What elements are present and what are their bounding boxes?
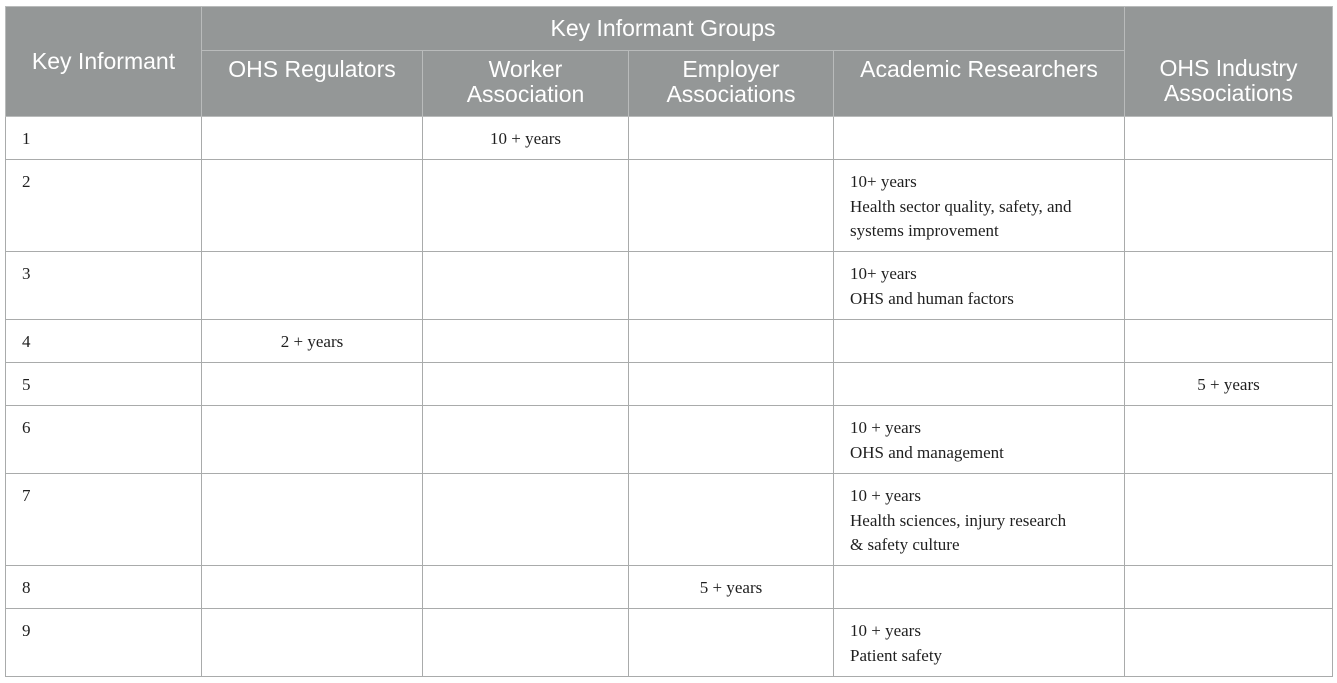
worker-association-cell [423,406,629,474]
key-informant-table [5,6,1333,677]
key-informant-id-cell: 7 [6,474,202,566]
ohs-industry-associations-cell [1125,117,1333,160]
employer-associations-cell [629,406,834,474]
header-line: Academic Researchers [860,56,1098,82]
ohs-industry-associations-cell [1125,474,1333,566]
worker-association-cell [423,363,629,406]
table-header [6,7,1333,117]
academic-researchers-cell [834,320,1125,363]
academic-researchers-cell [834,406,1125,474]
key-informant-id-cell: 2 [6,160,202,252]
key-informant-id-cell: 1 [6,117,202,160]
academic-researchers-cell [834,252,1125,320]
worker-association-cell [423,566,629,609]
key-informant-id-cell: 8 [6,566,202,609]
header-line: Worker [488,56,563,82]
key-informant-id-cell: 5 [6,363,202,406]
table-row [6,406,1333,474]
ohs-industry-associations-cell [1125,406,1333,474]
cell-text-line: & safety culture [850,535,960,554]
table-row [6,474,1333,566]
worker-association-cell [423,320,629,363]
cell-text-line: Health sector quality, safety, and [850,196,1072,216]
ohs-industry-associations-cell: 5 + years [1125,363,1333,406]
ohs-regulators-cell [202,566,423,609]
cell-text-line: Health sciences, injury research [850,510,1067,530]
academic-researchers-cell [834,117,1125,160]
ohs-industry-associations-cell [1125,160,1333,252]
cell-text-line: Patient safety [850,645,943,665]
key-informant-column-header: Key Informant [6,7,202,117]
ohs-industry-associations-cell [1125,252,1333,320]
academic-researchers-cell [834,474,1125,566]
employer-associations-cell [629,117,834,160]
header-line: OHS Industry [1159,55,1298,81]
ohs-regulators-cell [202,252,423,320]
cell-text-line: OHS and human factors [850,288,1014,308]
ohs-regulators-cell [202,406,423,474]
employer-associations-cell [629,160,834,252]
ohs-regulators-cell [202,474,423,566]
employer-associations-cell [629,609,834,677]
header-line: Employer [682,56,780,82]
table-row [6,320,1333,363]
employer-associations-cell [629,320,834,363]
cell-text-line: systems improvement [850,221,999,240]
academic-researchers-cell [834,160,1125,252]
ohs-regulators-cell [202,160,423,252]
worker-association-cell [423,474,629,566]
key-informant-id-cell: 4 [6,320,202,363]
worker-association-cell [423,160,629,252]
header-line: Association [466,81,585,107]
header-line: OHS Regulators [228,56,396,82]
employer-associations-cell: 5 + years [629,566,834,609]
ohs-industry-associations-cell [1125,566,1333,609]
academic-researchers-header [834,51,1125,117]
table-row [6,252,1333,320]
key-informant-groups-header: Key Informant Groups [202,7,1125,51]
academic-researchers-cell [834,566,1125,609]
worker-association-cell [423,252,629,320]
cell-text-line: 10+ years [850,264,917,283]
employer-associations-cell [629,474,834,566]
ohs-regulators-header [202,51,423,117]
ohs-industry-associations-cell [1125,609,1333,677]
employer-associations-header [629,51,834,117]
cell-text-line: 10 + years [850,486,921,505]
table-body [6,117,1333,677]
table-row [6,160,1333,252]
key-informant-id-cell: 9 [6,609,202,677]
academic-researchers-cell [834,609,1125,677]
ohs-industry-associations-header [1125,7,1333,117]
ohs-regulators-cell: 2 + years [202,320,423,363]
cell-text-line: OHS and management [850,442,1004,462]
employer-associations-cell [629,363,834,406]
table-row [6,566,1333,609]
ohs-regulators-cell [202,363,423,406]
key-informant-id-cell: 3 [6,252,202,320]
header-line: Associations [1163,80,1294,106]
table-row [6,609,1333,677]
ohs-industry-associations-cell [1125,320,1333,363]
worker-association-cell [423,609,629,677]
employer-associations-cell [629,252,834,320]
worker-association-header [423,51,629,117]
key-informant-id-cell: 6 [6,406,202,474]
worker-association-cell: 10 + years [423,117,629,160]
cell-text-line: 10 + years [850,621,921,640]
table-row [6,117,1333,160]
ohs-regulators-cell [202,117,423,160]
table-row [6,363,1333,406]
ohs-regulators-cell [202,609,423,677]
academic-researchers-cell [834,363,1125,406]
cell-text-line: 10 + years [850,418,921,437]
header-line: Associations [666,81,796,107]
cell-text-line: 10+ years [850,172,917,191]
